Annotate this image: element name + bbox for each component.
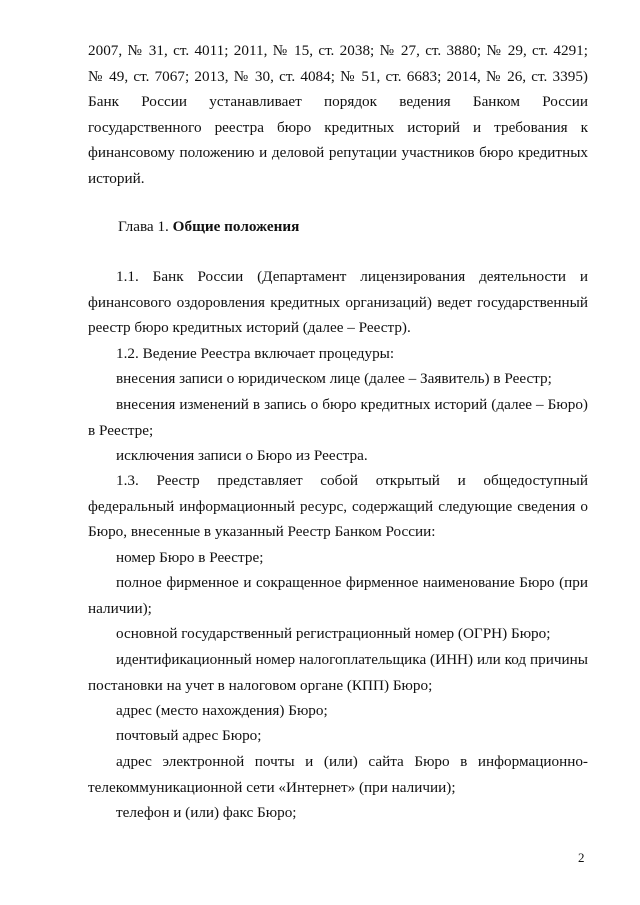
info-item-number: номер Бюро в Реестре; bbox=[116, 549, 264, 566]
legal-refs-line-1: 2007, № 31, ст. 4011; 2011, № 15, ст. 2038; № 27, ст. 3880; № 29, ст. 4291; bbox=[88, 42, 588, 59]
procedure-item-exclude: исключения записи о Бюро из Реестра. bbox=[116, 447, 368, 464]
paragraph-1-1: 1.1. Банк России (Департамент лицензирования деятельности и финансового оздоровления кредитных организаций) ведет государственный реестр бюро кредитных историй (далее – Реестр). bbox=[88, 268, 588, 336]
chapter-title: Общие положения bbox=[172, 218, 300, 235]
paragraph-1-3: 1.3. Реестр представляет собой открытый и общедоступный федеральный информационный ресурс, содержащий следующие сведения о Бюро, внесенные в указанный Реестр Банком России: bbox=[88, 472, 588, 540]
intro-statement: Банк России устанавливает порядок ведения Банком России государственного реестра бюро кредитных историй и требования к финансовому положению и деловой репутации участников бюро кредитных историй. bbox=[88, 93, 588, 187]
info-item-ogrn: основной государственный регистрационный номер (ОГРН) Бюро; bbox=[116, 625, 551, 642]
chapter-prefix: Глава 1. bbox=[118, 218, 169, 235]
info-item-email-site: адрес электронной почты и (или) сайта Бюро в информационно-телекоммуникационной сети «Интернет» (при наличии); bbox=[88, 753, 588, 796]
chapter-heading bbox=[118, 214, 299, 240]
paragraph-1-2: 1.2. Ведение Реестра включает процедуры: bbox=[116, 345, 395, 362]
info-item-inn-kpp: идентификационный номер налогоплательщика (ИНН) или код причины постановки на учет в налоговом органе (КПП) Бюро; bbox=[88, 651, 588, 694]
page-number: 2 bbox=[578, 850, 585, 865]
procedure-item-include: внесения записи о юридическом лице (далее – Заявитель) в Реестр; bbox=[116, 370, 552, 387]
info-item-name: полное фирменное и сокращенное фирменное наименование Бюро (при наличии); bbox=[88, 574, 588, 617]
procedure-item-change: внесения изменений в запись о бюро кредитных историй (далее – Бюро) в Реестре; bbox=[88, 396, 588, 439]
info-item-phone-fax: телефон и (или) факс Бюро; bbox=[116, 804, 297, 821]
info-item-postal-address: почтовый адрес Бюро; bbox=[116, 727, 262, 744]
legal-refs-line-2: № 49, ст. 7067; 2013, № 30, ст. 4084; № 51, ст. 6683; 2014, № 26, ст. 3395) bbox=[88, 68, 588, 85]
info-item-address: адрес (место нахождения) Бюро; bbox=[116, 702, 328, 719]
